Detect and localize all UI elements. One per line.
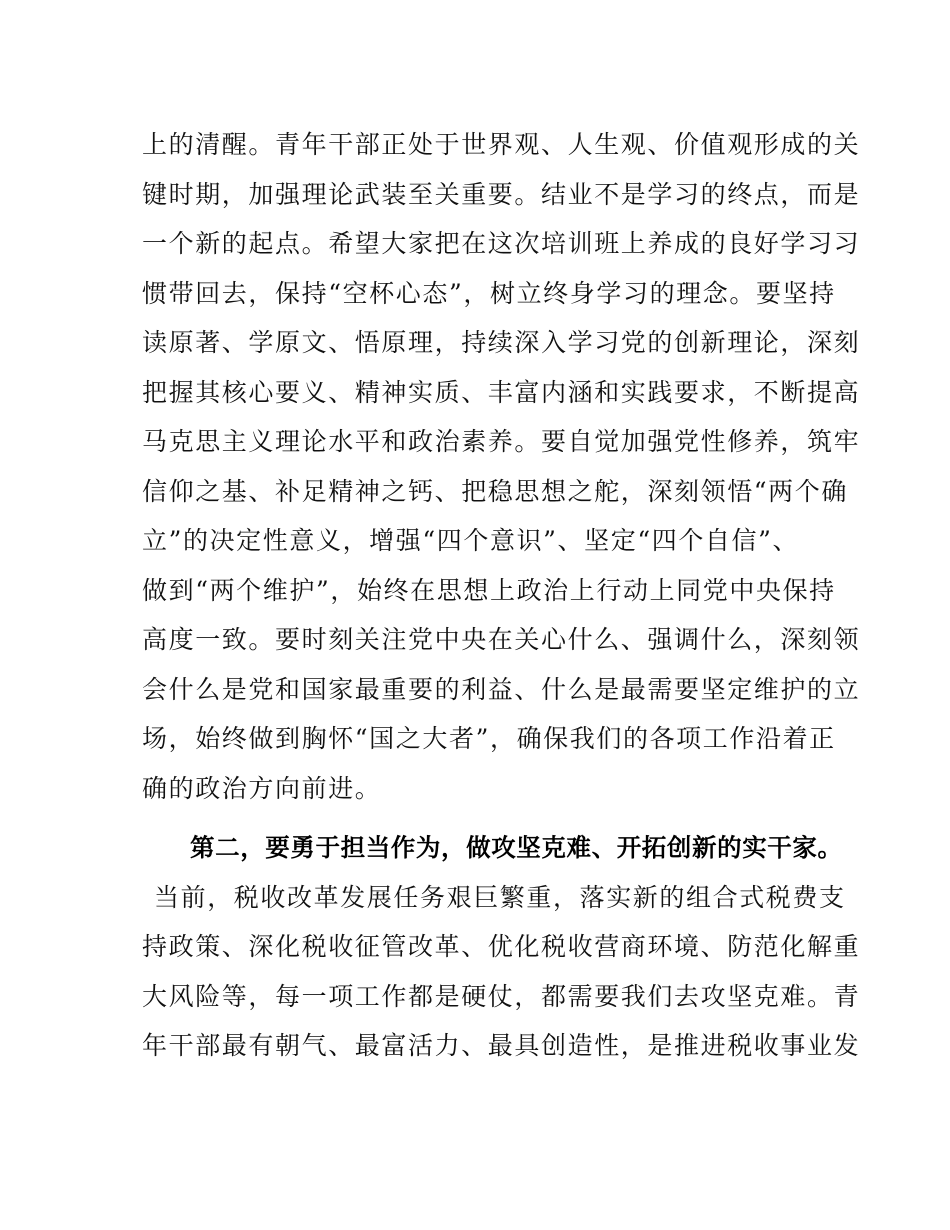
paragraph-2 [142, 873, 861, 1071]
text-line: 上的清醒。青年干部正处于世界观、人生观、价值观形成的关 [142, 130, 861, 159]
text-line: 高度一致。要时刻关注党中央在关心什么、强调什么，深刻领 [142, 625, 861, 654]
text-line: 场，始终做到胸怀“国之大者”，确保我们的各项工作沿着正 [142, 724, 836, 753]
text-line: 大风险等，每一项工作都是硬仗，都需要我们去攻坚克难。青 [142, 981, 861, 1011]
text-line: 惯带回去，保持“空杯心态”，树立终身学习的理念。要坚持 [142, 278, 836, 308]
text-line: 会什么是党和国家最重要的利益、什么是最需要坚定维护的立 [142, 674, 861, 704]
text-line: 一个新的起点。希望大家把在这次培训班上养成的良好学习习 [142, 229, 861, 258]
text-line: 信仰之基、补足精神之钙、把稳思想之舵，深刻领悟“两个确 [142, 476, 848, 506]
text-line: 年干部最有朝气、最富活力、最具创造性，是推进税收事业发 [142, 1031, 861, 1060]
text-line: 键时期，加强理论武装至关重要。结业不是学习的终点，而是 [142, 179, 861, 209]
text-line: 确的政治方向前进。 [142, 773, 382, 803]
paragraph-1 [142, 120, 861, 813]
section-heading: 第二，要勇于担当作为，做攻坚克难、开拓创新的实干家。 [190, 833, 843, 862]
text-line: 读原著、学原文、悟原理，持续深入学习党的创新理论，深刻 [142, 328, 861, 357]
document-body [142, 120, 861, 1071]
text-line: 持政策、深化税收征管改革、优化税收营商环境、防范化解重 [142, 932, 861, 961]
text-line: 立”的决定性意义，增强“四个意识”、坚定“四个自信”、 [142, 526, 800, 555]
text-line: 马克思主义理论水平和政治素养。要自觉加强党性修养，筑牢 [142, 427, 861, 456]
text-line: 把握其核心要义、精神实质、丰富内涵和实践要求，不断提高 [142, 377, 861, 407]
text-line: 当前，税收改革发展任务艰巨繁重，落实新的组合式税费支 [154, 882, 846, 912]
text-line: 做到“两个维护”，始终在思想上政治上行动上同党中央保持 [142, 575, 836, 605]
